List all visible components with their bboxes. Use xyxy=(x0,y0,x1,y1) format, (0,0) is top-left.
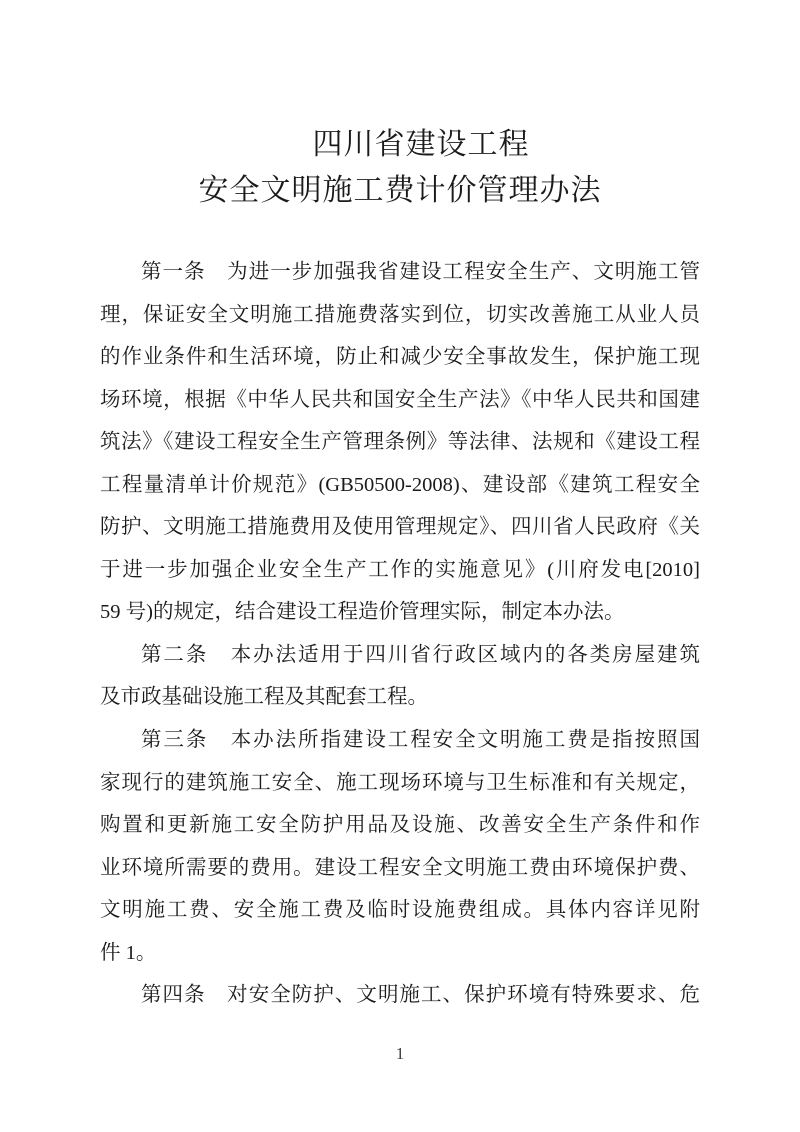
text-line-article-2-1: 第二条 本办法适用于四川省行政区域内的各类房屋建筑 xyxy=(141,643,700,666)
text-line-article-1-5: 筑法》《建设工程安全生产管理条例》等法律、法规和《建设工程 xyxy=(100,431,700,454)
text-line-article-1-1: 第一条 为进一步加强我省建设工程安全生产、文明施工管 xyxy=(141,261,700,283)
text-line-article-3-6: 件 1。 xyxy=(100,941,157,964)
document-body xyxy=(100,251,700,1017)
text-line-article-4-1: 第四条 对安全防护、文明施工、保护环境有特殊要求、危 xyxy=(141,984,700,1007)
text-line-article-1-9: 59 号)的规定，结合建设工程造价管理实际，制定本办法。 xyxy=(100,601,625,624)
page-number: 1 xyxy=(395,1044,405,1063)
text-line-article-2-2: 及市政基础设施工程及其配套工程。 xyxy=(100,686,428,709)
text-line-article-1-3: 的作业条件和生活环境，防止和减少安全事故发生，保护施工现 xyxy=(100,346,700,369)
title-line-1: 四川省建设工程 xyxy=(312,128,530,161)
text-line-article-1-6: 工程量清单计价规范》(GB50500-2008)、建设部《建筑工程安全 xyxy=(100,473,700,496)
text-line-article-1-7: 防护、文明施工措施费用及使用管理规定》、四川省人民政府《关 xyxy=(100,516,700,539)
text-line-article-1-4: 场环境，根据《中华人民共和国安全生产法》《中华人民共和国建 xyxy=(100,388,700,411)
title-line-2: 安全文明施工费计价管理办法 xyxy=(198,174,602,207)
text-line-article-1-8: 于进一步加强企业安全生产工作的实施意见》(川府发电[2010] xyxy=(100,558,700,581)
text-line-article-3-4: 业环境所需要的费用。建设工程安全文明施工费由环境保护费、 xyxy=(100,856,700,879)
text-line-article-1-2: 理，保证安全文明施工措施费落实到位，切实改善施工从业人员 xyxy=(100,303,700,326)
document-title xyxy=(100,122,700,214)
text-line-article-3-1: 第三条 本办法所指建设工程安全文明施工费是指按照国 xyxy=(141,729,700,752)
text-line-article-3-5: 文明施工费、安全施工费及临时设施费组成。具体内容详见附 xyxy=(100,899,700,922)
text-line-article-3-2: 家现行的建筑施工安全、施工现场环境与卫生标准和有关规定， xyxy=(100,771,700,794)
text-line-article-3-3: 购置和更新施工安全防护用品及设施、改善安全生产条件和作 xyxy=(100,814,700,837)
